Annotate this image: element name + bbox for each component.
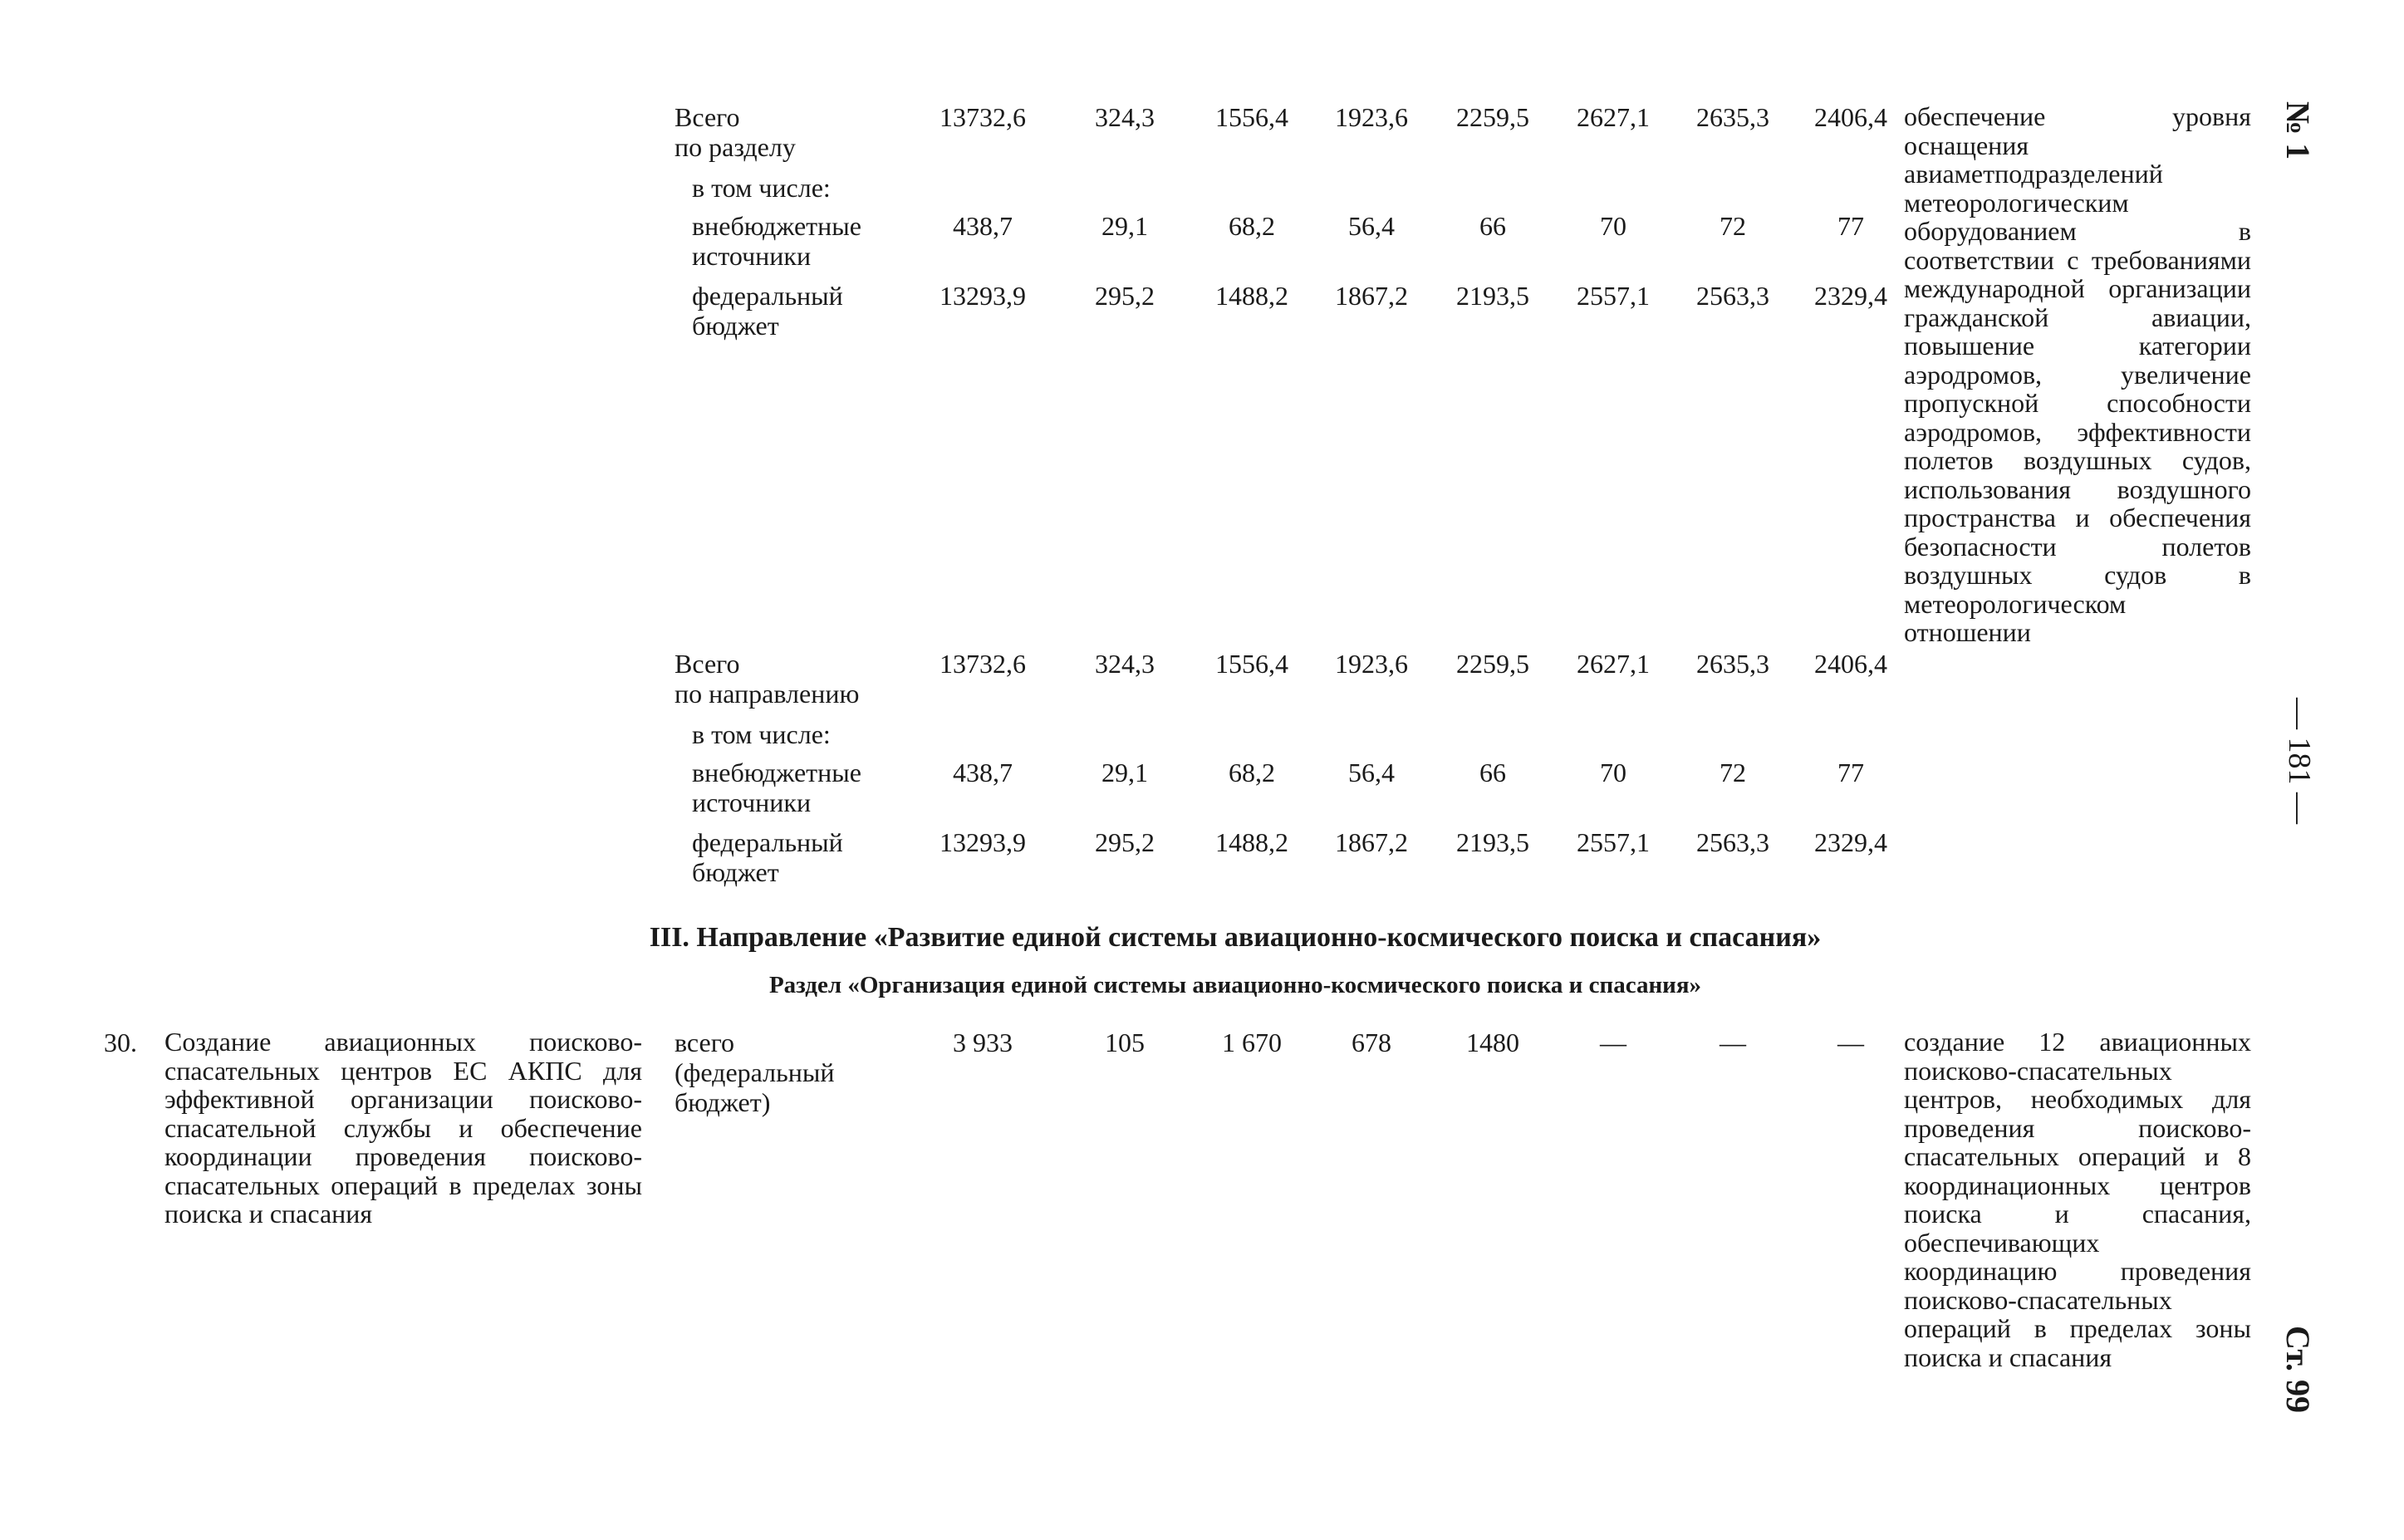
value-cell: 29,1: [1101, 211, 1148, 241]
value-cell: 68,2: [1229, 211, 1275, 241]
razdel-heading: Раздел «Организация единой системы авиационно-космического поиска и спасания»: [768, 972, 1702, 998]
value-cell: 56,4: [1348, 758, 1395, 787]
value-cell: 2635,3: [1696, 649, 1769, 679]
value-cell: 295,2: [1095, 281, 1155, 311]
value-cell: 438,7: [953, 758, 1013, 787]
value-cell: 1480: [1466, 1027, 1519, 1057]
expected-result-text: создание 12 авиационных поисково-спасательных центров, необходимых для проведения поисково-спасательных операций и 8 координационных центров поиска и спасания, обеспечивающих координацию проведения поисково-спасательных операций в пределах зоны поиска и спасания: [1904, 1027, 2251, 1372]
value-cell: 2627,1: [1577, 102, 1650, 132]
value-cell: 324,3: [1095, 102, 1155, 132]
value-cell: 2627,1: [1577, 649, 1650, 679]
value-cell: 1488,2: [1215, 281, 1288, 311]
value-cell: —: [1600, 1027, 1626, 1057]
federal-budget-label: федеральный бюджет: [692, 827, 843, 887]
value-cell: 13732,6: [940, 102, 1026, 132]
value-cell: 13293,9: [940, 827, 1026, 857]
value-cell: 2259,5: [1456, 649, 1529, 679]
value-cell: 77: [1837, 758, 1864, 787]
value-cell: 72: [1720, 758, 1746, 787]
value-cell: 2563,3: [1696, 281, 1769, 311]
including-label: в том числе:: [692, 173, 831, 203]
value-cell: 13732,6: [940, 649, 1026, 679]
value-cell: 2406,4: [1814, 102, 1887, 132]
value-cell: 66: [1479, 758, 1506, 787]
item-number: 30.: [104, 1027, 137, 1057]
value-cell: —: [1837, 1027, 1864, 1057]
value-cell: 1 670: [1222, 1027, 1282, 1057]
value-cell: 1556,4: [1215, 649, 1288, 679]
value-cell: 1867,2: [1335, 827, 1408, 857]
value-cell: 438,7: [953, 211, 1013, 241]
total-by-section-label: Всего по разделу: [675, 102, 796, 162]
value-cell: 77: [1837, 211, 1864, 241]
extrabudgetary-label: внебюджетные источники: [692, 211, 861, 271]
value-cell: 105: [1105, 1027, 1145, 1057]
item-description: Создание авиационных поисково-спасательных центров ЕС АКПС для эффективной организации поисково-спасательной службы и обеспечение координации проведения поисково-спасательных операций в пределах зоны поиска и спасания: [164, 1027, 642, 1229]
extrabudgetary-label: внебюджетные источники: [692, 758, 861, 817]
value-cell: 66: [1479, 211, 1506, 241]
article-number-label: Ст. 99: [2279, 1326, 2317, 1413]
value-cell: 13293,9: [940, 281, 1026, 311]
value-cell: 1867,2: [1335, 281, 1408, 311]
federal-budget-label: федеральный бюджет: [692, 281, 843, 341]
value-cell: 1556,4: [1215, 102, 1288, 132]
value-cell: 1923,6: [1335, 102, 1408, 132]
value-cell: 3 933: [953, 1027, 1013, 1057]
value-cell: 2259,5: [1456, 102, 1529, 132]
issue-number-label: № 1: [2279, 101, 2317, 160]
value-cell: 29,1: [1101, 758, 1148, 787]
direction-heading: III. Направление «Развитие единой системы авиационно-космического поиска и спасания»: [649, 922, 1822, 953]
value-cell: 2557,1: [1577, 281, 1650, 311]
value-cell: 2329,4: [1814, 281, 1887, 311]
value-cell: 2557,1: [1577, 827, 1650, 857]
value-cell: 2329,4: [1814, 827, 1887, 857]
value-cell: 70: [1600, 211, 1626, 241]
value-cell: 295,2: [1095, 827, 1155, 857]
value-cell: 678: [1352, 1027, 1391, 1057]
value-cell: 68,2: [1229, 758, 1275, 787]
value-cell: 1488,2: [1215, 827, 1288, 857]
value-cell: 56,4: [1348, 211, 1395, 241]
total-by-direction-label: Всего по направлению: [675, 649, 860, 709]
expected-result-text: обеспечение уровня оснащения авиаметподразделений метеорологическим оборудованием в соответствии с требованиями международной организации гражданской авиации, повышение категории аэродромов, увеличение пропускной способности аэродромов, эффективности полетов воздушных судов, использования воздушного пространства и обеспечения безопасности полетов воздушных судов в метеорологическом отношении: [1904, 101, 2251, 647]
value-cell: 2635,3: [1696, 102, 1769, 132]
value-cell: 324,3: [1095, 649, 1155, 679]
funding-source-label: всего (федеральный бюджет): [675, 1027, 835, 1117]
including-label: в том числе:: [692, 719, 831, 749]
value-cell: 2193,5: [1456, 827, 1529, 857]
value-cell: 72: [1720, 211, 1746, 241]
value-cell: 2406,4: [1814, 649, 1887, 679]
value-cell: 70: [1600, 758, 1626, 787]
page-number-label: — 181 —: [2282, 698, 2317, 824]
value-cell: 1923,6: [1335, 649, 1408, 679]
value-cell: 2563,3: [1696, 827, 1769, 857]
value-cell: 2193,5: [1456, 281, 1529, 311]
value-cell: —: [1720, 1027, 1746, 1057]
